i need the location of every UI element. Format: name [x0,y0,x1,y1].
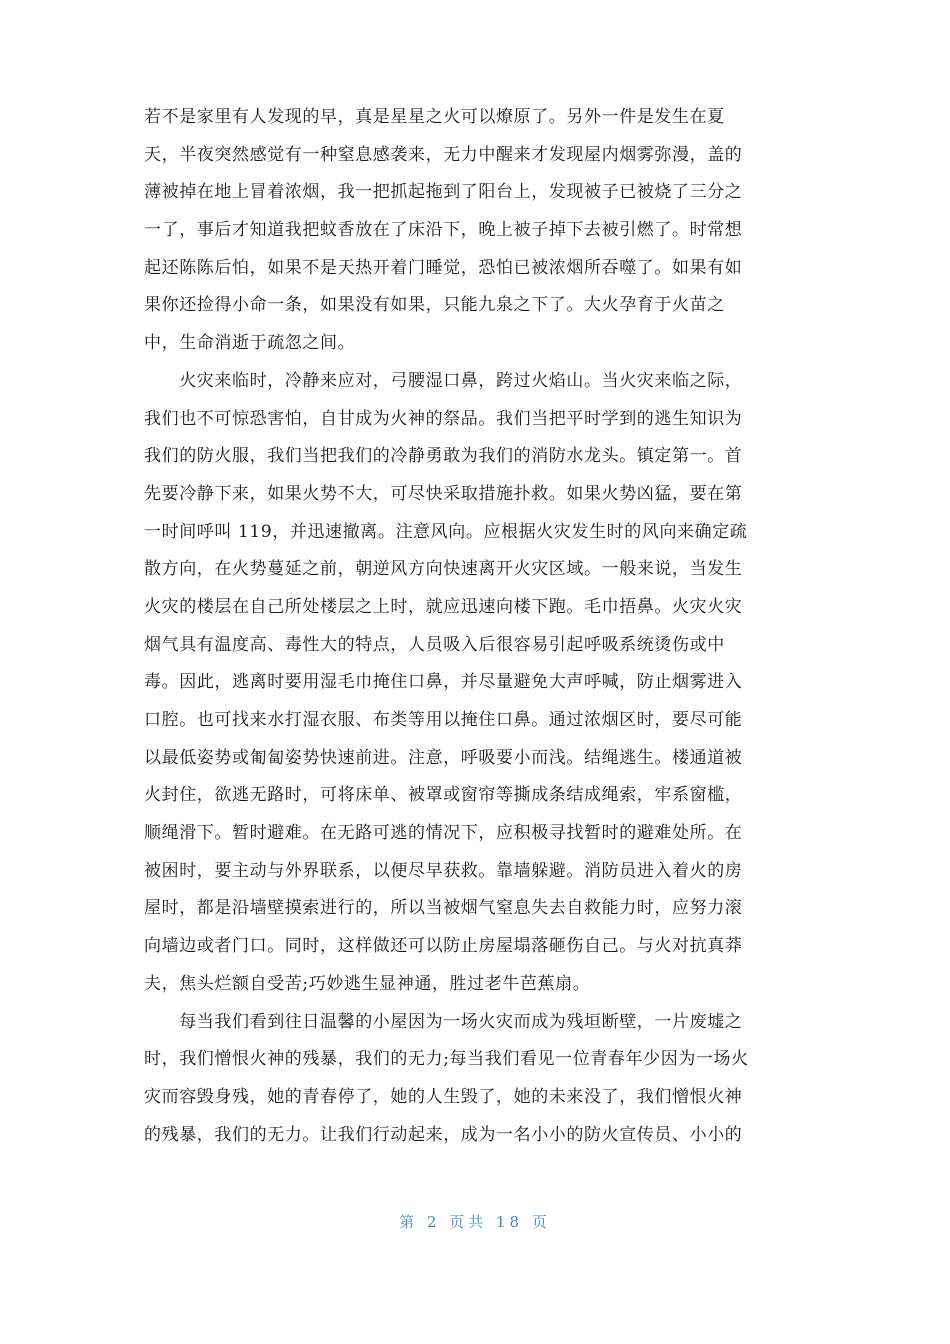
text-line: 每当我们看到往日温馨的小屋因为一场火灾而成为残垣断壁，一片废墟之 [144,1011,743,1032]
text-line: 火封住，欲逃无路时，可将床单、被罩或窗帘等撕成条结成绳索，牢系窗槛， [144,785,743,806]
text-line: 夫，焦头烂额自受苦;巧妙逃生显神通，胜过老牛芭蕉扇。 [144,973,591,994]
footer-middle: 页共 [449,1213,488,1231]
text-line: 时，我们憎恨火神的残暴，我们的无力;每当我们看见一位青春年少因为一场火 [144,1049,749,1070]
text-line: 火灾来临时，冷静来应对，弓腰湿口鼻，跨过火焰山。当火灾来临之际， [144,370,743,391]
text-line: 毒。因此，逃离时要用湿毛巾掩住口鼻，并尽量避免大声呼喊，防止烟雾进入 [144,672,743,693]
text-line: 口腔。也可找来水打湿衣服、布类等用以掩住口鼻。通过浓烟区时，要尽可能 [144,710,743,730]
text-line: 果你还捡得小命一条，如果没有如果，只能九泉之下了。大火孕育于火苗之 [144,295,725,316]
footer-suffix: 页 [531,1213,551,1231]
text-line: 一了，事后才知道我把蚊香放在了床沿下，晚上被子掉下去被引燃了。时常想 [144,220,743,241]
text-line: 被困时，要主动与外界联系，以便尽早获救。靠墙躲避。消防员进入着火的房 [144,860,743,881]
text-line: 起还陈陈后怕，如果不是天热开着门睡觉，恐怕已被浓烟所吞噬了。如果有如 [144,257,743,278]
text-line: 薄被掉在地上冒着浓烟，我一把抓起拖到了阳台上，发现被子已被烧了三分之 [144,182,743,203]
current-page-number: 2 [426,1213,441,1231]
text-line: 顺绳滑下。暂时避难。在无路可逃的情况下，应积极寻找暂时的避难处所。在 [144,823,743,844]
document-body [144,99,804,1154]
text-line: 散方向，在火势蔓延之前，朝逆风方向快速离开火灾区域。一般来说，当发生 [144,559,743,580]
text-line: 我们的防火服，我们当把我们的冷静勇敢为我们的消防水龙头。镇定第一。首 [144,446,743,467]
text-line: 我们也不可惊恐害怕，自甘成为火神的祭品。我们当把平时学到的逃生知识为 [144,408,743,429]
text-line: 屋时，都是沿墙壁摸索进行的，所以当被烟气窒息失去自救能力时，应努力滚 [144,898,743,919]
footer-prefix: 第 [399,1213,419,1231]
page-footer [0,1211,950,1232]
text-line: 灾而容毁身残，她的青春停了，她的人生毁了，她的未来没了，我们憎恨火神 [144,1086,743,1107]
text-line: 先要冷静下来，如果火势不大，可尽快采取措施扑救。如果火势凶猛，要在第 [144,483,743,504]
text-line: 以最低姿势或匍匐姿势快速前进。注意，呼吸要小而浅。结绳逃生。楼通道被 [144,747,743,768]
text-line: 向墙边或者门口。同时，这样做还可以防止房屋塌落砸伤自己。与火对抗真莽 [144,936,743,957]
text-line: 火灾的楼层在自己所处楼层之上时，就应迅速向楼下跑。毛巾捂鼻。火灾火灾 [144,596,743,617]
text-line: 若不是家里有人发现的早，真是星星之火可以燎原了。另外一件是发生在夏 [144,107,725,127]
total-pages-number: 18 [496,1213,524,1231]
text-line: 一时间呼叫 119，并迅速撤离。注意风向。应根据火灾发生时的风向来确定疏 [144,521,748,542]
text-line: 的残暴，我们的无力。让我们行动起来，成为一名小小的防火宣传员、小小的 [144,1124,743,1145]
text-line: 天，半夜突然感觉有一种窒息感袭来，无力中醒来才发现屋内烟雾弥漫，盖的 [144,144,743,165]
text-line: 中，生命消逝于疏忽之间。 [144,333,356,354]
text-line: 烟气具有温度高、毒性大的特点，人员吸入后很容易引起呼吸系统烫伤或中 [144,634,725,655]
